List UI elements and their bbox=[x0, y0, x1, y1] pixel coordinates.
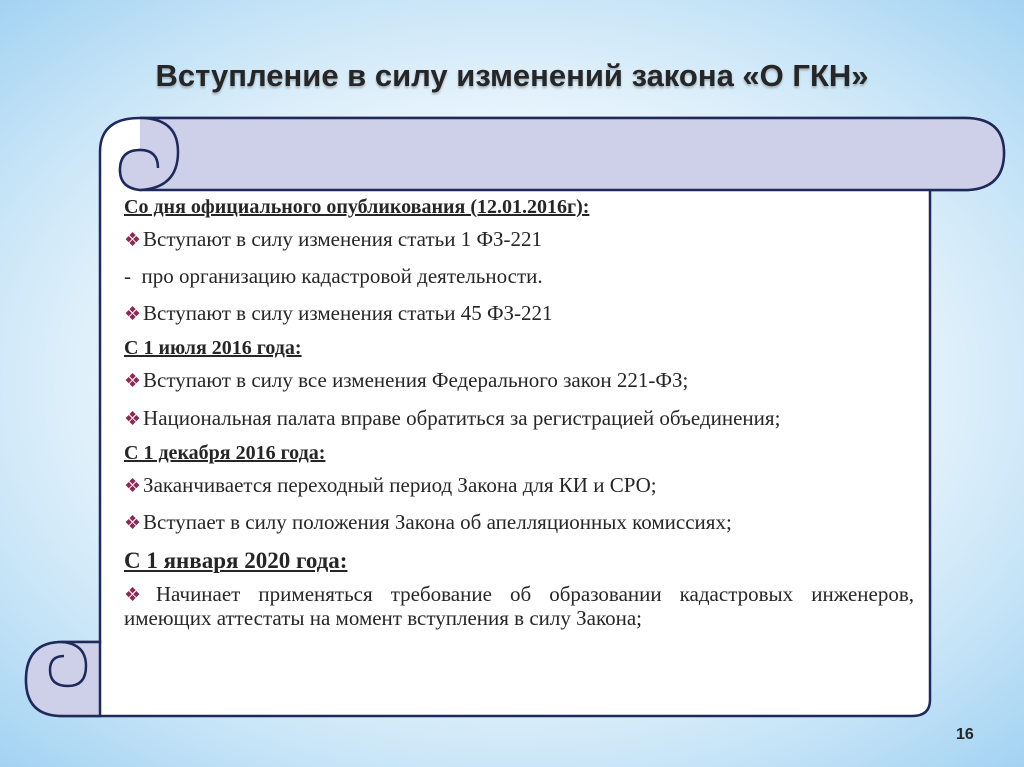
list-item: ❖Вступает в силу положения Закона об апелляционных комиссиях; bbox=[124, 510, 732, 534]
slide-title: Вступление в силу изменений закона «О ГКН» bbox=[155, 58, 869, 93]
list-item: ❖Вступают в силу все изменения Федерального закон 221-ФЗ; bbox=[124, 368, 689, 392]
section-heading-december-2016: С 1 декабря 2016 года: bbox=[124, 442, 326, 464]
diamond-ornament-icon: ❖ bbox=[124, 304, 142, 325]
section-heading-publication: Со дня официального опубликования (12.01.2016г): bbox=[124, 196, 590, 218]
list-item: ❖Вступают в силу изменения статьи 45 ФЗ-221 bbox=[124, 301, 553, 325]
diamond-ornament-icon: ❖ bbox=[124, 409, 142, 430]
page-number: 16 bbox=[956, 726, 974, 743]
diamond-ornament-icon: ❖ bbox=[124, 371, 142, 392]
section-heading-january-2020: С 1 января 2020 года: bbox=[124, 548, 348, 573]
scroll-content bbox=[124, 194, 914, 629]
diamond-ornament-icon: ❖ bbox=[124, 476, 142, 497]
scroll-top-roll bbox=[120, 118, 1004, 190]
section-heading-july-2016: С 1 июля 2016 года: bbox=[124, 337, 302, 359]
list-item: ❖Вступают в силу изменения статьи 1 ФЗ-221 bbox=[124, 227, 543, 251]
scroll-bottom-roll bbox=[26, 642, 100, 716]
list-item: - про организацию кадастровой деятельности. bbox=[124, 264, 543, 288]
list-item: ❖Начинает применяться требование об образовании кадастровых инженеров, имеющих аттестаты на момент вступления в силу Закона; bbox=[124, 582, 914, 630]
list-item: ❖Заканчивается переходный период Закона для КИ и СРО; bbox=[124, 473, 657, 497]
diamond-ornament-icon: ❖ bbox=[124, 585, 154, 606]
diamond-ornament-icon: ❖ bbox=[124, 513, 142, 534]
list-item: ❖Национальная палата вправе обратиться за регистрацией объединения; bbox=[124, 406, 781, 430]
diamond-ornament-icon: ❖ bbox=[124, 230, 142, 251]
